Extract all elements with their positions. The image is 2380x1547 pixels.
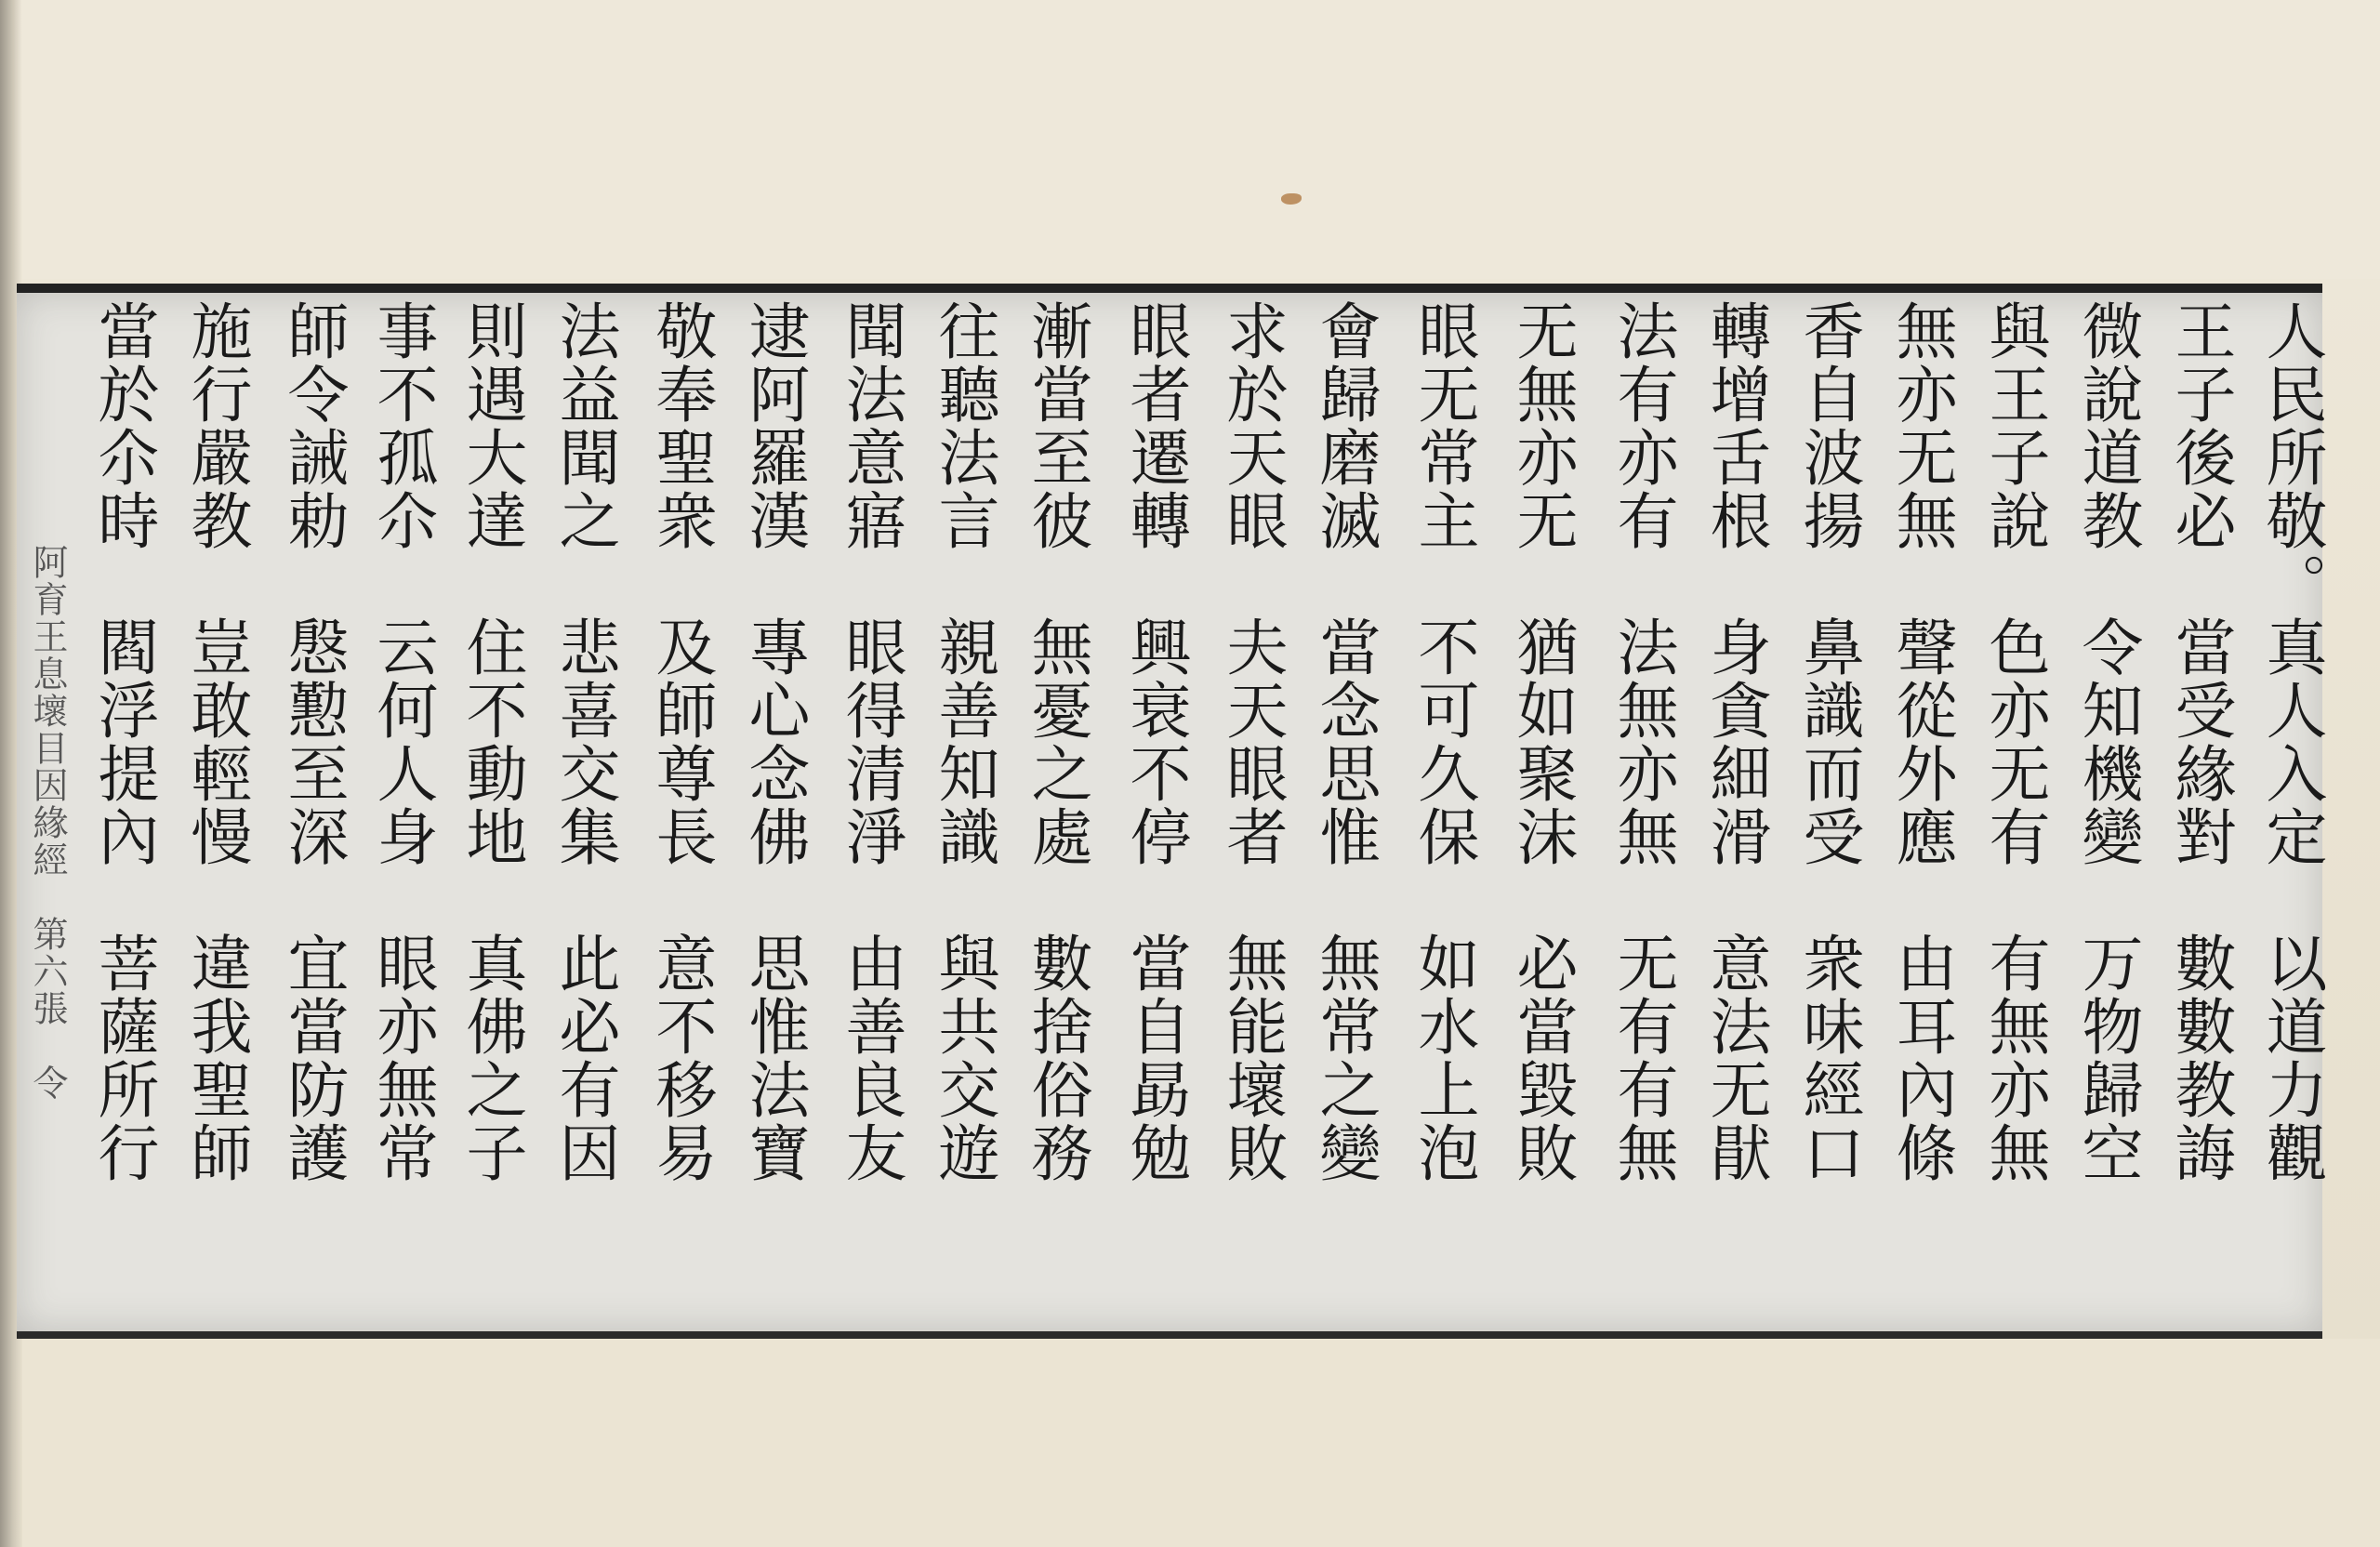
text-column-10: 眼无常主 不可久保 如水上泡 <box>1408 299 1479 1184</box>
text-column-6: 香自波揚 鼻識而受 衆味經口 <box>1792 299 1864 1184</box>
text-column-19: 法益聞之 悲喜交集 此必有因 <box>549 299 620 1184</box>
text-column-21: 事不孤尒 云何人身 眼亦無常 <box>366 299 438 1184</box>
text-column-4: 與王子說 色亦无有 有無亦無 <box>1978 299 2050 1184</box>
text-column-11: 會歸磨滅 當念思惟 無常之變 <box>1309 299 1381 1184</box>
text-column-18: 敬奉聖衆 及師尊長 意不移易 <box>645 299 717 1184</box>
text-column-8: 法有亦有 法無亦無 无有有無 <box>1606 299 1678 1184</box>
text-column-16: 聞法意寤 眼得清淨 由善良友 <box>835 299 906 1184</box>
text-column-7: 轉增舌根 身貪細滑 意法无猒 <box>1699 299 1771 1184</box>
text-column-20: 則遇大達 住不動地 真佛之子 <box>456 299 527 1184</box>
text-column-13: 眼者遷轉 興衰不停 當自勗勉 <box>1119 299 1191 1184</box>
text-column-1: 人民所敬。真人入定 以道力觀 <box>2255 299 2327 1184</box>
text-column-5: 無亦无無 聲從外應 由耳內條 <box>1885 299 1957 1184</box>
text-column-23: 施行嚴教 豈敢輕慢 違我聖師 <box>180 299 252 1184</box>
text-column-12: 求於天眼 夫天眼者 無能壞敗 <box>1216 299 1288 1184</box>
text-column-3: 微說道教 令知機變 万物歸空 <box>2071 299 2143 1184</box>
text-column-9: 无無亦无 猶如聚沫 必當毀敗 <box>1506 299 1578 1184</box>
text-column-22: 師令誡勅 慇懃至深 宜當防護 <box>277 299 349 1184</box>
lower-margin <box>22 1339 2380 1547</box>
upper-margin <box>22 0 2380 279</box>
text-column-2: 王子後必 當受緣對 數數教誨 <box>2164 299 2236 1184</box>
text-column-14: 漸當至彼 無憂之處 數捨俗務 <box>1021 299 1092 1184</box>
text-column-15: 往聽法言 親善知識 與共交遊 <box>928 299 999 1184</box>
margin-note: 阿育王息壞目因緣經 第六張 令 <box>27 544 68 1102</box>
text-column-17: 逮阿羅漢 專心念佛 思惟法寶 <box>738 299 810 1184</box>
text-column-24: 當於尒時 閻浮提內 菩薩所行 <box>87 299 159 1184</box>
